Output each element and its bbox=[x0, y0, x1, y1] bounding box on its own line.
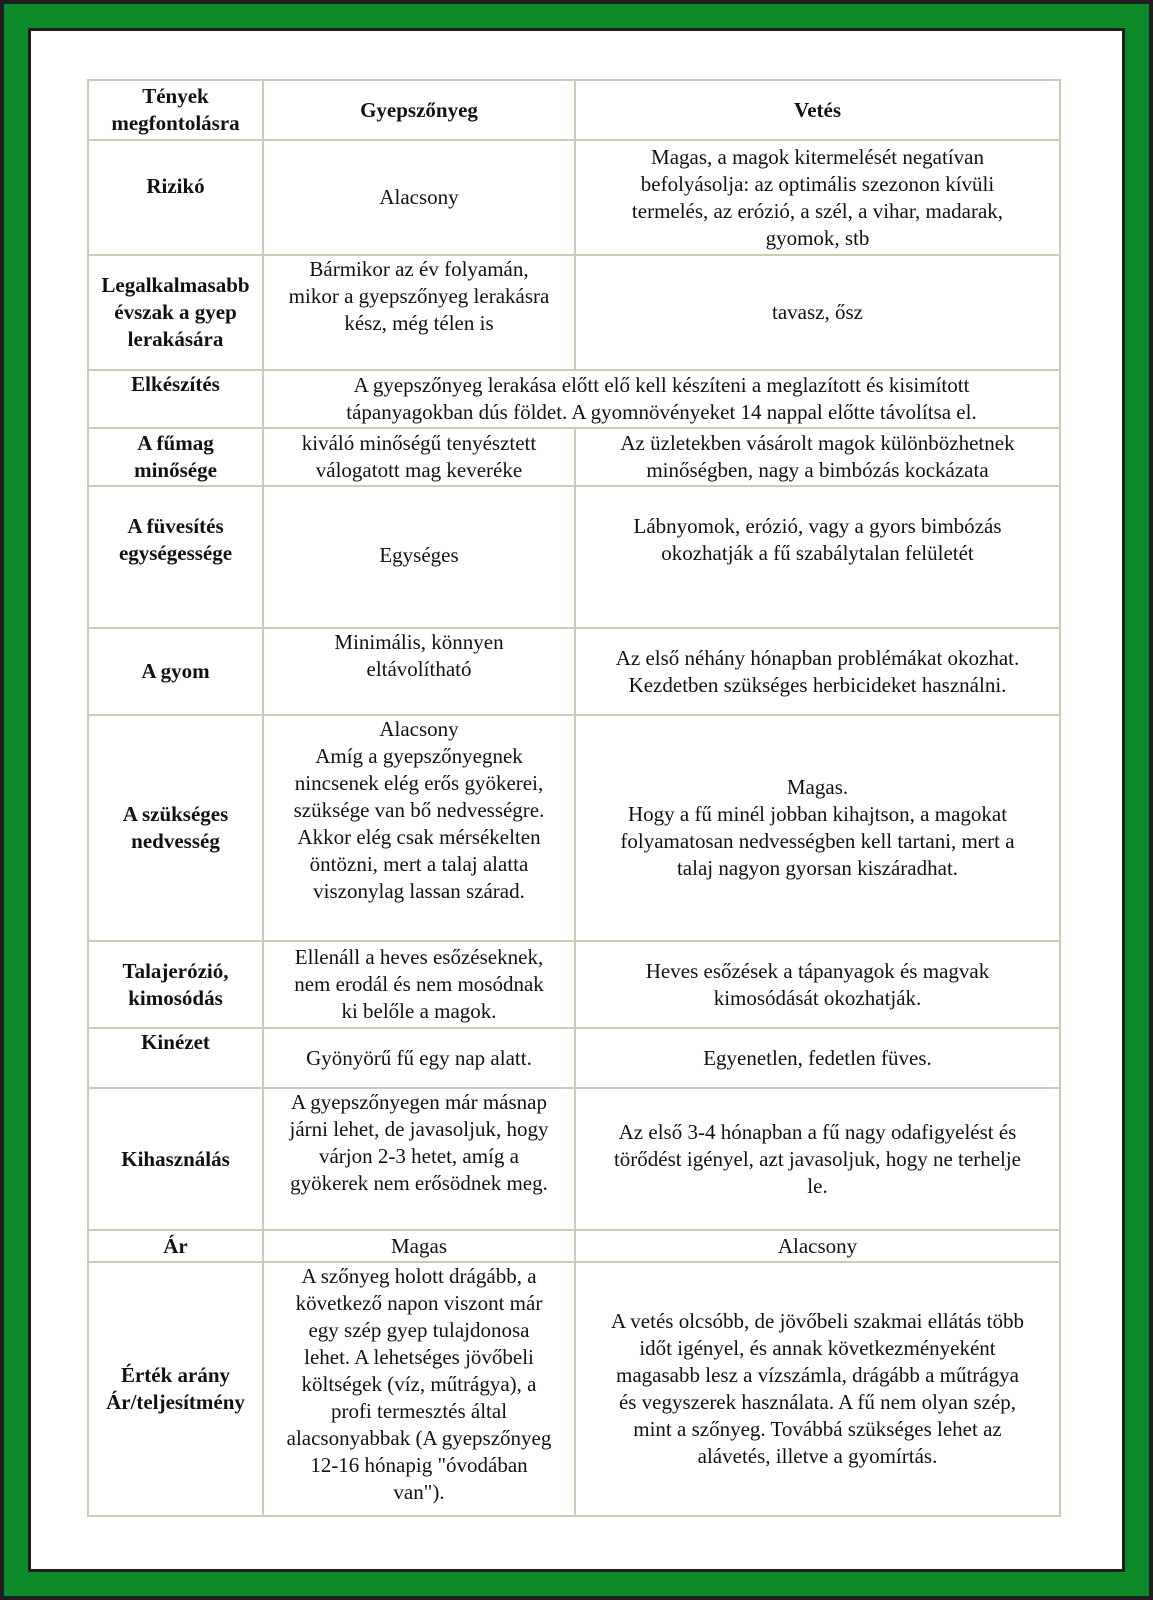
sod-cell: Gyönyörű fű egy nap alatt. bbox=[263, 1028, 575, 1088]
table-row-price bbox=[88, 1230, 1060, 1262]
row-label: Legalkalmasabb évszak a gyep lerakására bbox=[88, 255, 263, 370]
row-label: A füvesítés egységessége bbox=[88, 486, 263, 628]
table-row-preparation bbox=[88, 370, 1060, 428]
row-label: A fűmag minősége bbox=[88, 428, 263, 486]
table-row-value-ratio bbox=[88, 1262, 1060, 1516]
table-row-moisture bbox=[88, 715, 1060, 941]
sod-cell: A gyepszőnyegen már másnap járni lehet, de javasoljuk, hogy várjon 2-3 hetet, amíg a gyökerek nem erősödnek meg. bbox=[263, 1088, 575, 1230]
merged-cell: A gyepszőnyeg lerakása előtt elő kell készíteni a meglazított és kisimított tápanyagokban dús földet. A gyomnövényeket 14 nappal előtte távolítsa el. bbox=[263, 370, 1060, 428]
row-label: Ár bbox=[88, 1230, 263, 1262]
sod-cell: Alacsony bbox=[263, 140, 575, 255]
content-panel bbox=[28, 28, 1125, 1572]
table-row-uniformity bbox=[88, 486, 1060, 628]
seeding-cell: A vetés olcsóbb, de jövőbeli szakmai ellátás több időt igényel, és annak következményeként magasabb lesz a vízszámla, drágább a műtrágya és vegyszerek használata. A fű nem olyan szép, mint a szőnyeg. Továbbá szükséges lehet az alávetés, illetve a gyomírtás. bbox=[575, 1262, 1060, 1516]
row-label: Rizikó bbox=[88, 140, 263, 255]
sod-cell: Egységes bbox=[263, 486, 575, 628]
sod-cell: A szőnyeg holott drágább, a következő napon viszont már egy szép gyep tulajdonosa lehet. A lehetséges jövőbeli költségek (víz, műtrágya), a profi termesztés által alacsonyabbak (A gyepszőnyeg 12-16 hónapig "óvodában van"). bbox=[263, 1262, 575, 1516]
seeding-cell: Egyenetlen, fedetlen füves. bbox=[575, 1028, 1060, 1088]
sod-cell: kiváló minőségű tenyésztett válogatott mag keveréke bbox=[263, 428, 575, 486]
table-row-usage bbox=[88, 1088, 1060, 1230]
seeding-cell: Az első 3-4 hónapban a fű nagy odafigyelést és törődést igényel, azt javasoljuk, hogy ne terhelje le. bbox=[575, 1088, 1060, 1230]
seeding-cell: Az első néhány hónapban problémákat okozhat. Kezdetben szükséges herbicideket használni. bbox=[575, 628, 1060, 715]
header-factors: Tények megfontolásra bbox=[88, 80, 263, 140]
row-label: Érték arány Ár/teljesítmény bbox=[88, 1262, 263, 1516]
seeding-cell: Alacsony bbox=[575, 1230, 1060, 1262]
row-label: Kinézet bbox=[88, 1028, 263, 1088]
sod-cell: Alacsony Amíg a gyepszőnyegnek nincsenek elég erős gyökerei, szüksége van bő nedvességre. Akkor elég csak mérsékelten öntözni, mert a talaj alatta viszonylag lassan szárad. bbox=[263, 715, 575, 941]
sod-cell: Magas bbox=[263, 1230, 575, 1262]
header-row bbox=[88, 80, 1060, 140]
sod-cell: Bármikor az év folyamán, mikor a gyepszőnyeg lerakásra kész, még télen is bbox=[263, 255, 575, 370]
seeding-cell: Magas, a magok kitermelését negatívan befolyásolja: az optimális szezonon kívüli termelés, az erózió, a szél, a vihar, madarak, gyomok, stb bbox=[575, 140, 1060, 255]
sod-cell: Ellenáll a heves esőzéseknek, nem erodál és nem mosódnak ki belőle a magok. bbox=[263, 941, 575, 1028]
row-label: A szükséges nedvesség bbox=[88, 715, 263, 941]
table-row-weed bbox=[88, 628, 1060, 715]
header-sod: Gyepszőnyeg bbox=[263, 80, 575, 140]
comparison-table bbox=[87, 79, 1061, 1517]
seeding-cell: Lábnyomok, erózió, vagy a gyors bimbózás okozhatják a fű szabálytalan felületét bbox=[575, 486, 1060, 628]
sod-cell: Minimális, könnyen eltávolítható bbox=[263, 628, 575, 715]
seeding-cell: Heves esőzések a tápanyagok és magvak kimosódását okozhatják. bbox=[575, 941, 1060, 1028]
row-label: Elkészítés bbox=[88, 370, 263, 428]
header-seeding: Vetés bbox=[575, 80, 1060, 140]
table-row-seed-quality bbox=[88, 428, 1060, 486]
row-label: A gyom bbox=[88, 628, 263, 715]
table-row-appearance bbox=[88, 1028, 1060, 1088]
seeding-cell: Magas. Hogy a fű minél jobban kihajtson, a magokat folyamatosan nedvességben kell tartani, mert a talaj nagyon gyorsan kiszáradhat. bbox=[575, 715, 1060, 941]
seeding-cell: tavasz, ősz bbox=[575, 255, 1060, 370]
row-label: Talajerózió, kimosódás bbox=[88, 941, 263, 1028]
row-label: Kihasználás bbox=[88, 1088, 263, 1230]
table-row-season bbox=[88, 255, 1060, 370]
table-row-erosion bbox=[88, 941, 1060, 1028]
seeding-cell: Az üzletekben vásárolt magok különbözhetnek minőségben, nagy a bimbózás kockázata bbox=[575, 428, 1060, 486]
table-row-risk bbox=[88, 140, 1060, 255]
